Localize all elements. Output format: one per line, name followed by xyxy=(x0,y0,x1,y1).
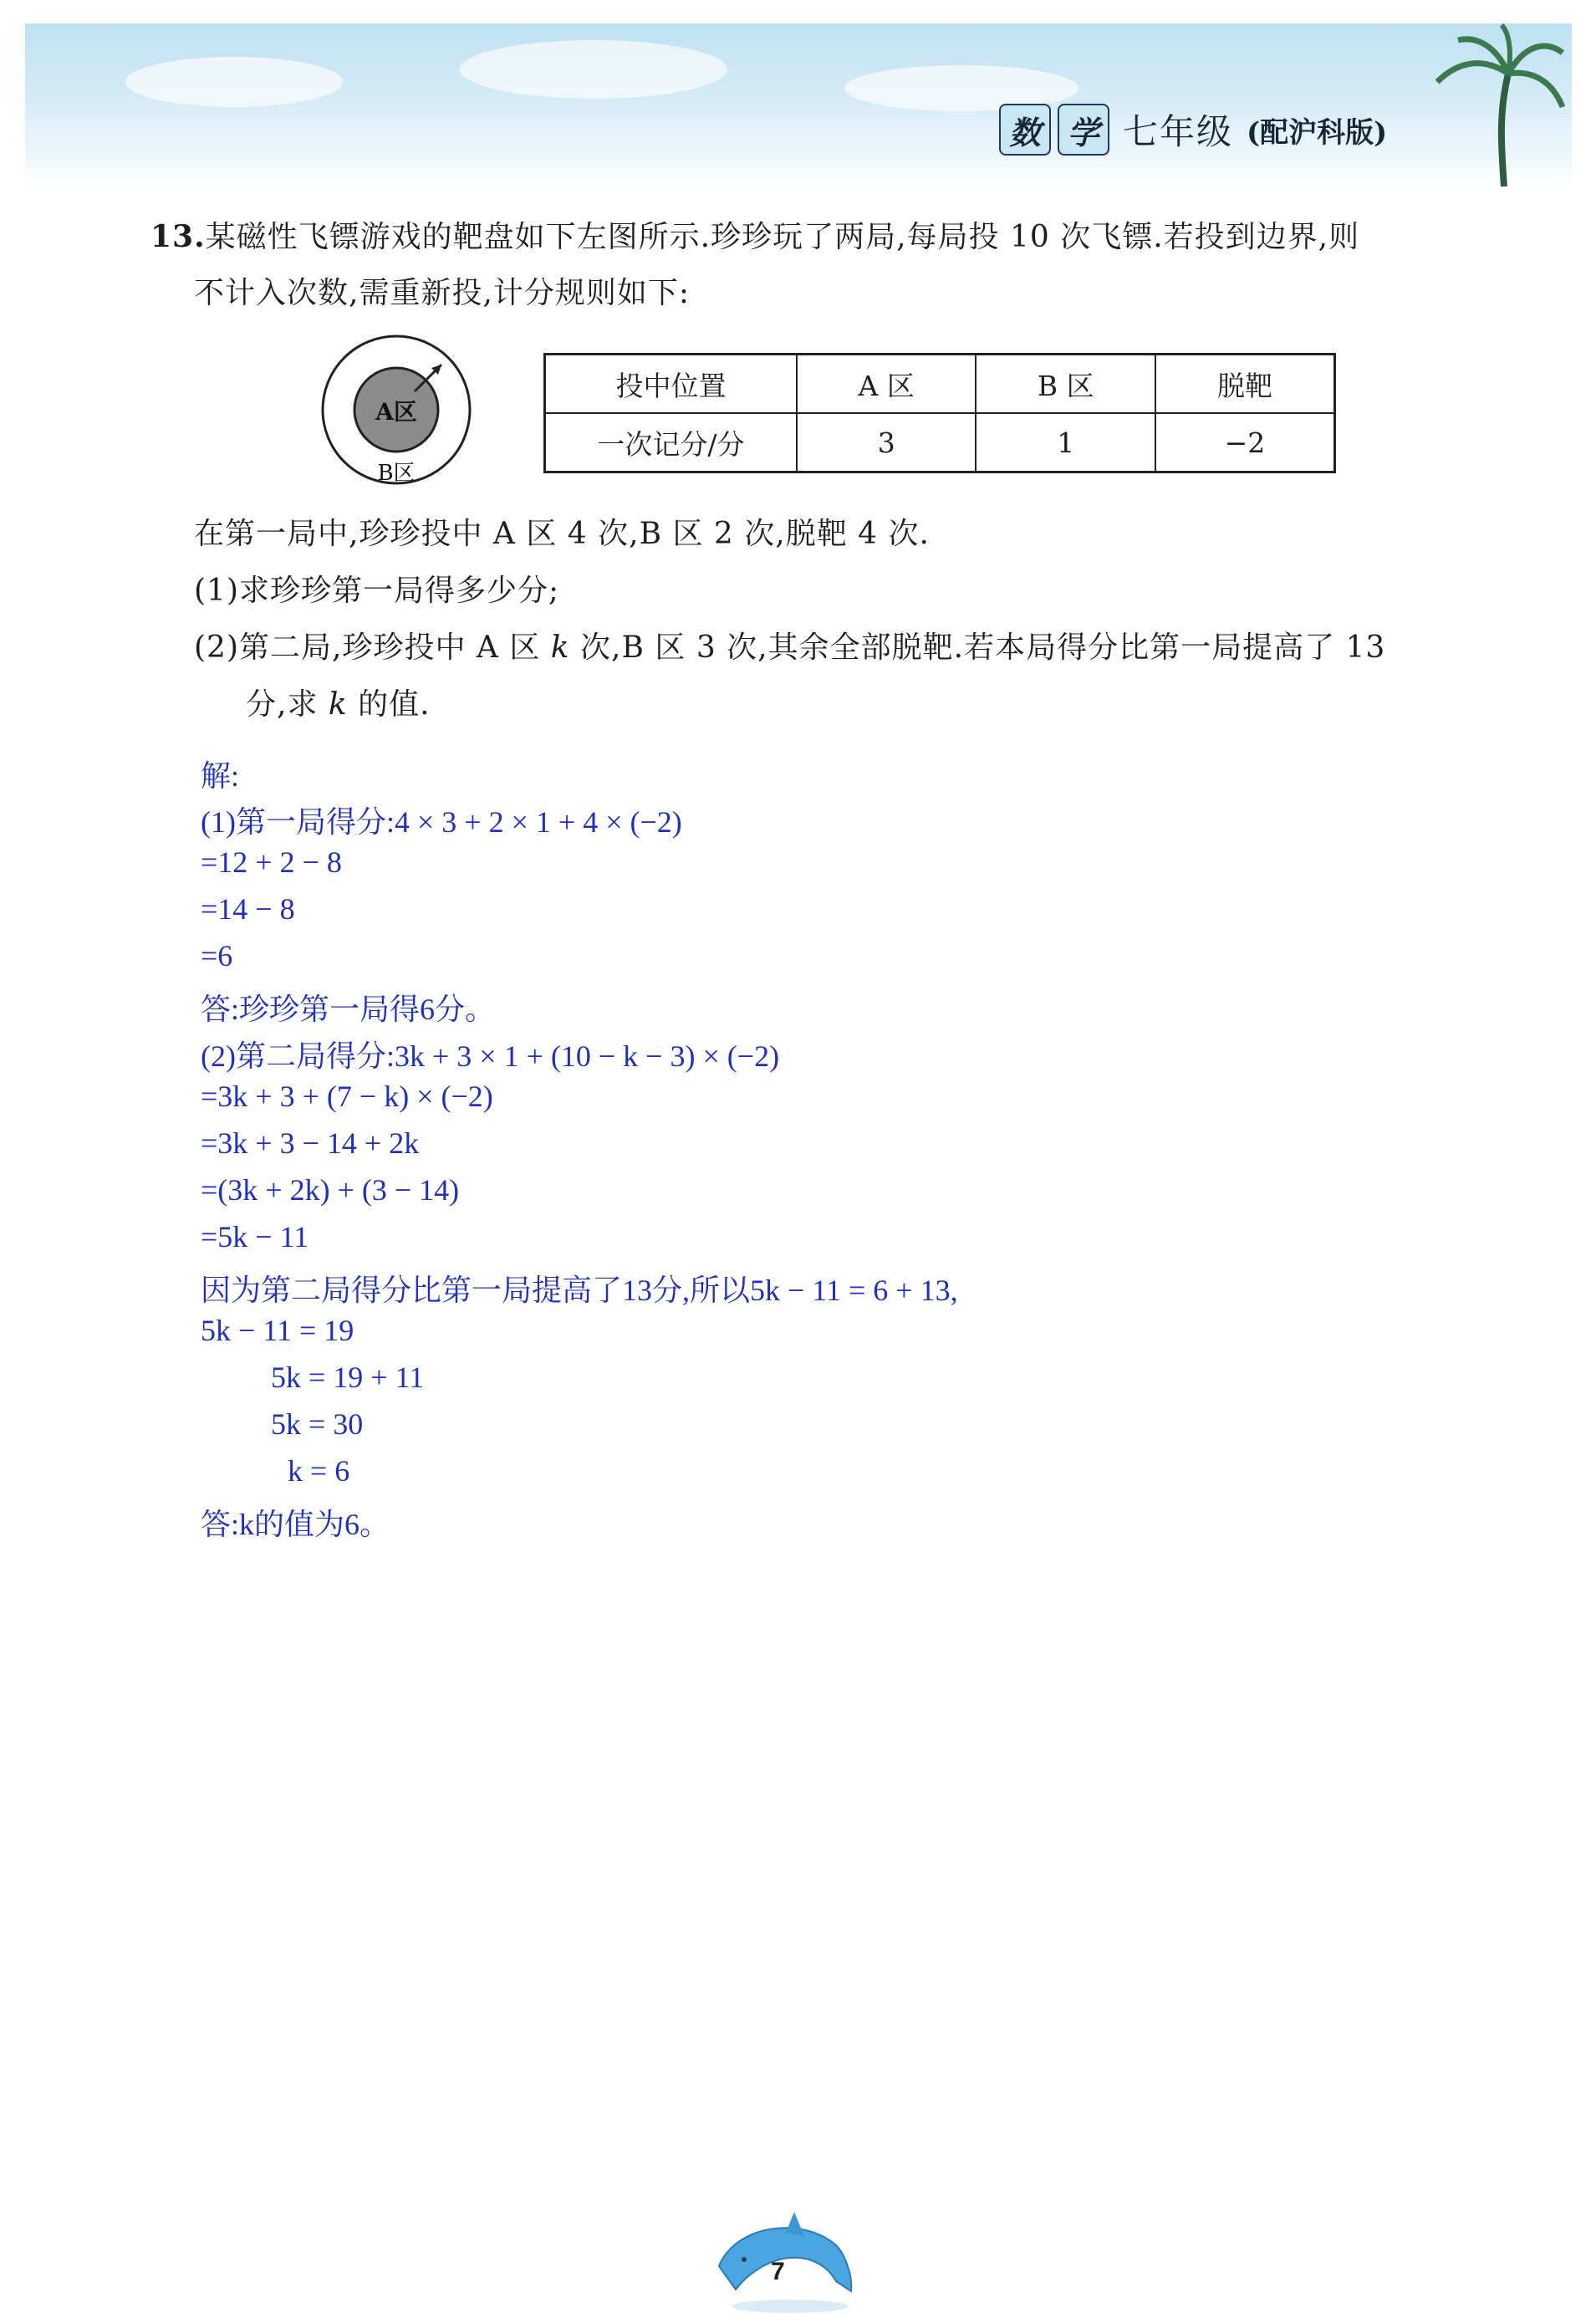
table-cell: 1 xyxy=(976,413,1155,472)
answer-line: =3k + 3 + (7 − k) × (−2) xyxy=(201,1080,493,1113)
dartboard-figure xyxy=(316,333,483,492)
answer-line: 答:珍珍第一局得6分。 xyxy=(201,993,496,1026)
answer-line: =14 − 8 xyxy=(201,892,295,926)
answer-line: =3k + 3 − 14 + 2k xyxy=(201,1126,420,1160)
table-cell: 3 xyxy=(797,413,976,472)
answer-line: (2)第二局得分:3k + 3 × 1 + (10 − k − 3) × (−2) xyxy=(201,1039,780,1073)
answer-line: 5k − 11 = 19 xyxy=(201,1314,354,1347)
question-number: 13. xyxy=(150,219,206,254)
part2-text: 分,求 xyxy=(246,687,329,722)
answer-line: 解: xyxy=(201,759,240,793)
zone-a-label: A区 xyxy=(375,398,417,426)
variable-k: k xyxy=(550,631,570,665)
dolphin-icon xyxy=(711,2208,861,2316)
table-cell: B 区 xyxy=(976,355,1155,414)
subject-char: 学 xyxy=(1058,104,1109,156)
table-cell: 投中位置 xyxy=(545,355,797,414)
question-part1: (1)求珍珍第一局得多少分; xyxy=(194,574,560,608)
variable-k: k xyxy=(328,687,348,722)
book-title xyxy=(999,100,1387,159)
table-cell: A 区 xyxy=(797,355,976,414)
answer-line: =5k − 11 xyxy=(201,1220,309,1253)
zone-b-label: B区 xyxy=(377,461,416,486)
part2-text: (2)第二局,珍珍投中 A 区 xyxy=(194,631,551,665)
question-condition: 在第一局中,珍珍投中 A 区 4 次,B 区 2 次,脱靶 4 次. xyxy=(194,517,930,551)
answer-line: =6 xyxy=(201,939,233,973)
part2-text: 的值. xyxy=(347,687,431,722)
answer-line: 5k = 19 + 11 xyxy=(271,1361,425,1394)
table-row xyxy=(545,355,1335,414)
answer-line: (1)第一局得分:4 × 3 + 2 × 1 + 4 × (−2) xyxy=(201,805,682,839)
cloud-decoration xyxy=(460,40,727,99)
table-cell: −2 xyxy=(1155,413,1335,472)
grade-label: 七年级 xyxy=(1123,111,1234,152)
table-row xyxy=(545,413,1335,472)
table-cell: 脱靶 xyxy=(1155,355,1335,414)
table-cell: 一次记分/分 xyxy=(545,413,797,472)
question-stem-line1 xyxy=(150,216,1359,258)
question-part2-line2 xyxy=(246,684,431,726)
answer-line: 答:k的值为6。 xyxy=(201,1508,390,1541)
page-number: 7 xyxy=(771,2258,785,2285)
cloud-decoration xyxy=(125,57,343,107)
answer-line: =12 + 2 − 8 xyxy=(201,845,342,879)
question-stem-line2: 不计入次数,需重新投,计分规则如下: xyxy=(194,276,691,310)
question-part2-line1 xyxy=(194,627,1385,669)
scoring-table xyxy=(543,353,1336,473)
edition-label: (配沪科版) xyxy=(1247,115,1388,150)
subject-char: 数 xyxy=(999,104,1051,156)
answer-line: =(3k + 2k) + (3 − 14) xyxy=(201,1173,460,1207)
question-stem-text: 某磁性飞镖游戏的靶盘如下左图所示.珍珍玩了两局,每局投 10 次飞镖.若投到边界,则 xyxy=(205,220,1360,254)
answer-line: 因为第二局得分比第一局提高了13分,所以5k − 11 = 6 + 13, xyxy=(201,1274,958,1307)
part2-text: 次,B 区 3 次,其余全部脱靶.若本局得分比第一局提高了 13 xyxy=(569,631,1386,665)
subject-seal xyxy=(999,104,1109,156)
palm-tree-icon xyxy=(1425,23,1567,191)
answer-line: 5k = 30 xyxy=(271,1407,364,1441)
answer-line: k = 6 xyxy=(288,1454,350,1488)
